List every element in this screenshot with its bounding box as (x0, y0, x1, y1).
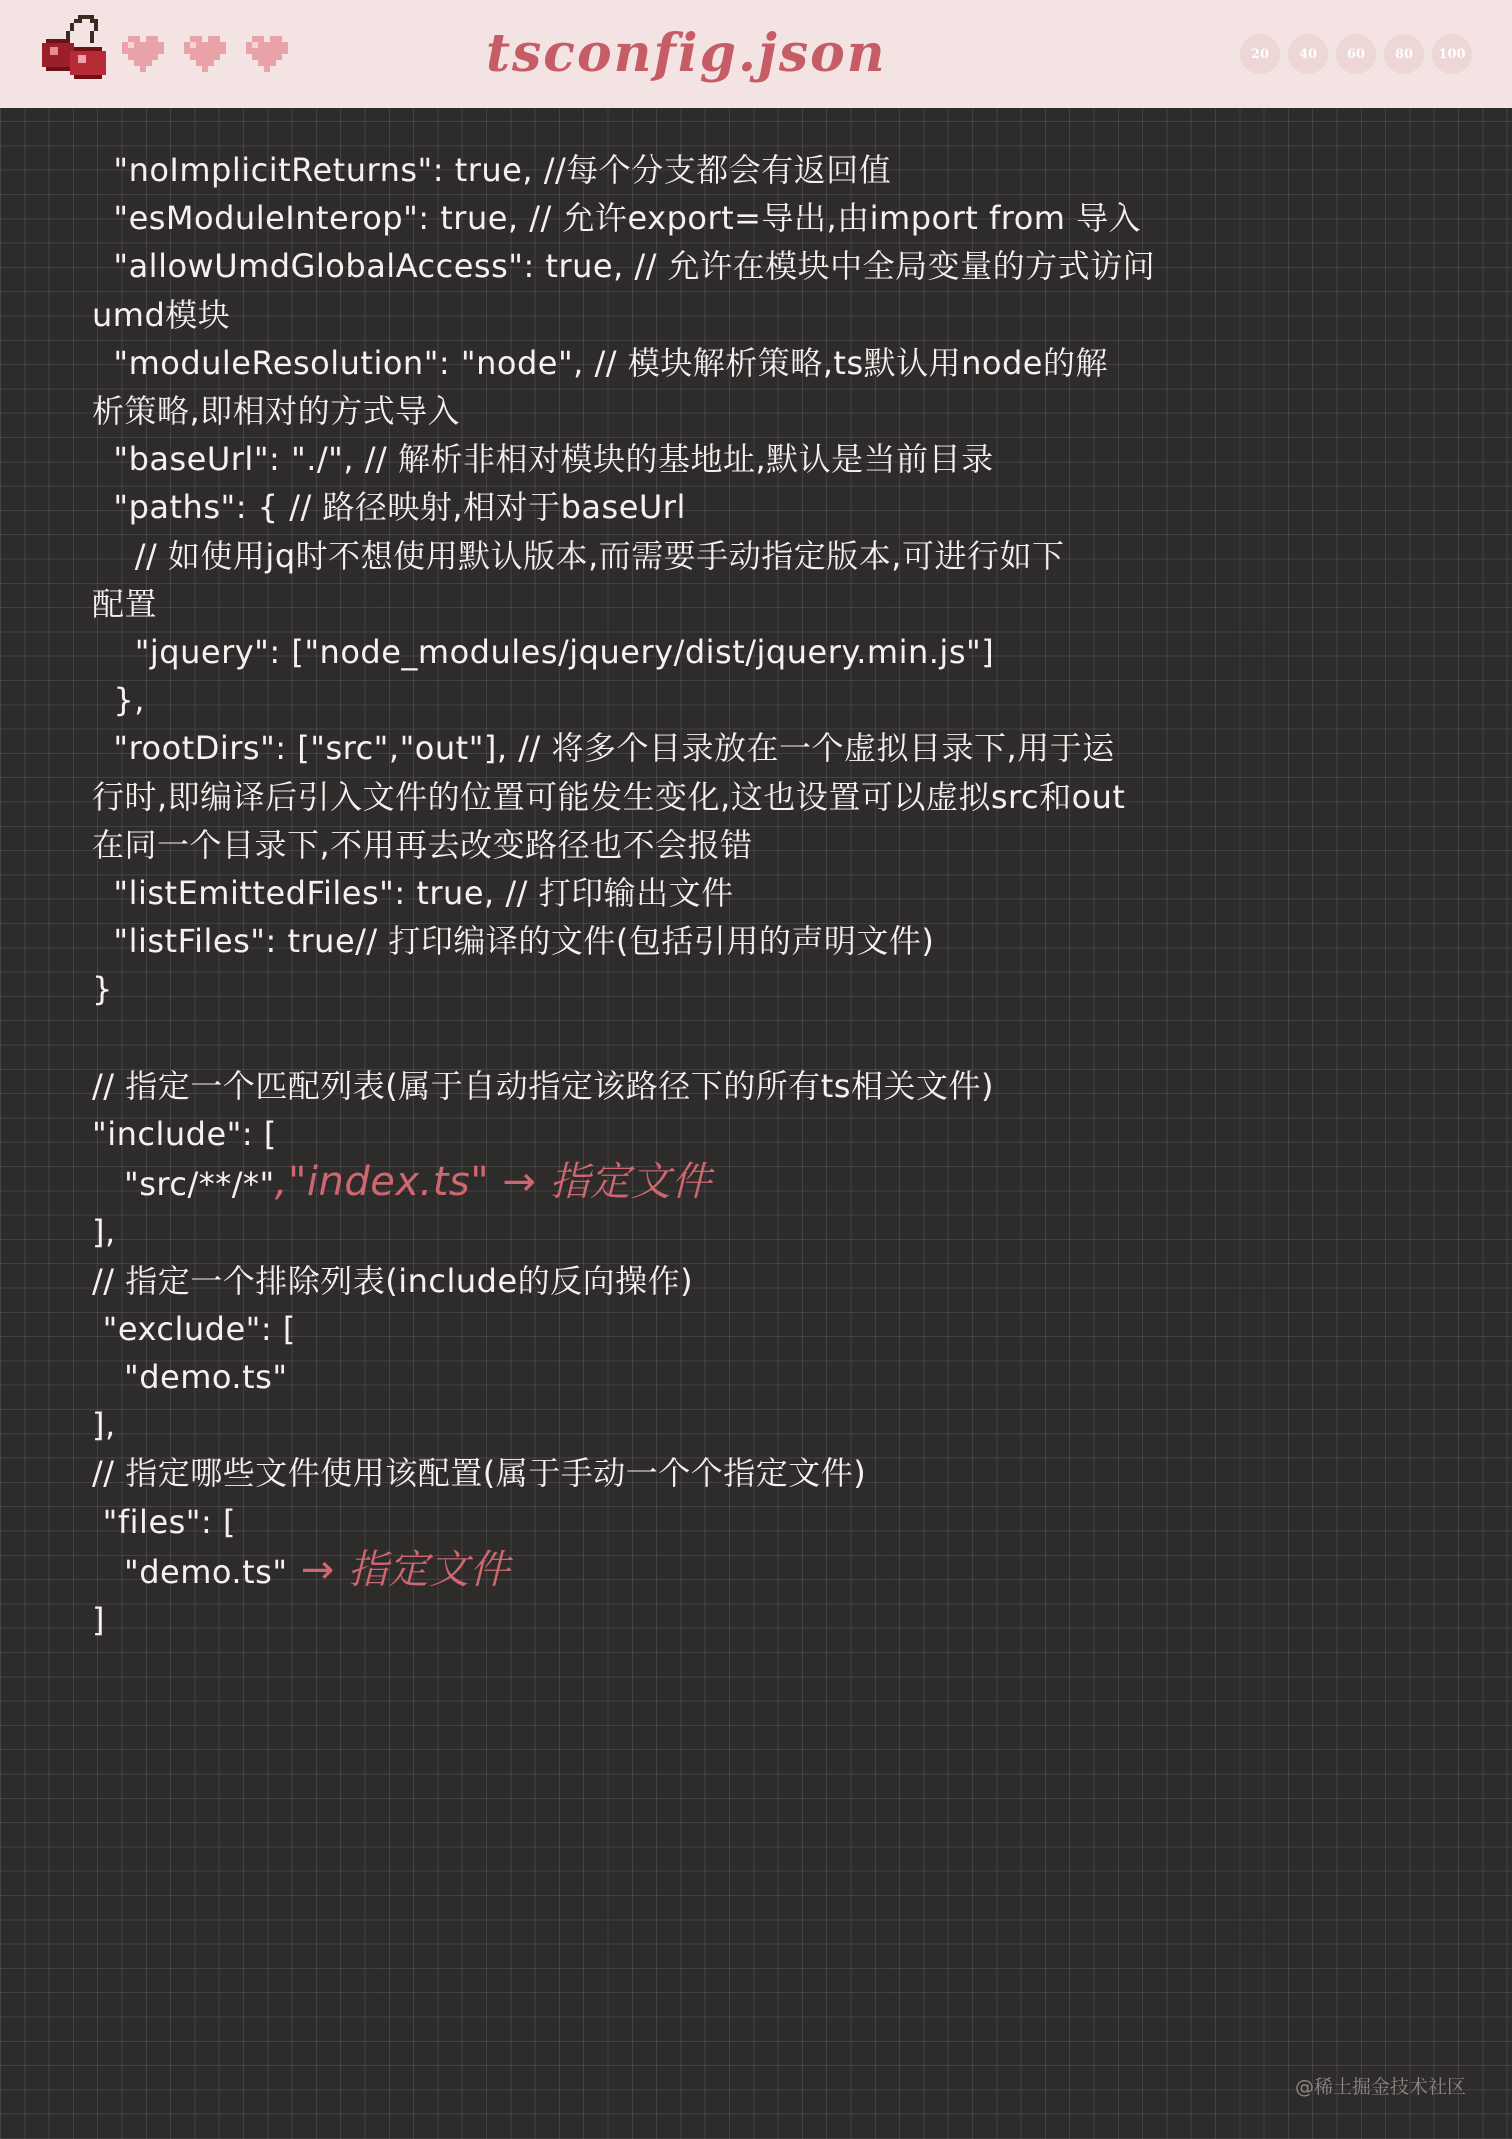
progress-step: 20 (1240, 34, 1280, 74)
code-line: "noImplicitReturns": true, //每个分支都会有返回值 (92, 151, 892, 189)
cherry-icon (42, 14, 106, 84)
code-line: "paths": { // 路径映射,相对于baseUrl (92, 488, 686, 527)
code-line: "listFiles": true// 打印编译的文件(包括引用的声明文件) (92, 922, 935, 961)
code-comment-line: // 指定哪些文件使用该配置(属于手动一个个指定文件) (92, 1454, 867, 1493)
code-notes (92, 146, 1272, 1644)
code-line: 析策略,即相对的方式导入 (92, 392, 461, 431)
code-line: ], (92, 1406, 116, 1445)
progress-step: 60 (1336, 34, 1376, 74)
code-line: } (92, 970, 113, 1009)
page-title: tsconfig.json (486, 23, 887, 84)
code-line-annotated (92, 1546, 1272, 1596)
hearts-row (122, 36, 288, 72)
code-line: "allowUmdGlobalAccess": true, // 允许在模块中全局变量的方式访问 (92, 247, 1156, 286)
code-line: }, (92, 681, 145, 720)
code-line: 配置 (92, 584, 158, 623)
handwritten-annotation: → 指定文件 (287, 1546, 510, 1593)
heart-icon (246, 36, 288, 72)
code-line: "baseUrl": "./", // 解析非相对模块的基地址,默认是当前目录 (92, 440, 994, 479)
code-comment-line: // 指定一个匹配列表(属于自动指定该路径下的所有ts相关文件) (92, 1066, 994, 1105)
code-line: 行时,即编译后引入文件的位置可能发生变化,这也设置可以虚拟src和out (92, 777, 1126, 816)
code-line: "esModuleInterop": true, // 允许export=导出,由import from 导入 (92, 199, 1142, 238)
code-line: "moduleResolution": "node", // 模块解析策略,ts默认用node的解 (92, 343, 1108, 382)
code-comment-line: // 指定一个排除列表(include的反向操作) (92, 1261, 694, 1300)
code-line: "include": [ (92, 1115, 277, 1154)
code-line: "files": [ (92, 1502, 236, 1541)
code-text: "demo.ts" (92, 1552, 288, 1591)
code-text: "src/**/*" (92, 1165, 275, 1204)
code-line: ], (92, 1213, 116, 1252)
progress-indicator (1240, 34, 1472, 74)
progress-step: 100 (1432, 34, 1472, 74)
code-line: umd模块 (92, 295, 231, 334)
code-line: "exclude": [ (92, 1309, 296, 1348)
code-line: 在同一个目录下,不用再去改变路径也不会报错 (92, 825, 753, 864)
code-line: "rootDirs": ["src","out"], // 将多个目录放在一个虚拟目录下,用于运 (92, 729, 1115, 768)
code-line: ] (92, 1601, 105, 1640)
page-header (0, 0, 1512, 108)
watermark: @稀土掘金技术社区 (1294, 2076, 1466, 2098)
progress-step: 80 (1384, 34, 1424, 74)
handwritten-annotation: ,"index.ts" → 指定文件 (274, 1159, 712, 1206)
heart-icon (122, 36, 164, 72)
blank-line (92, 1014, 1272, 1062)
heart-icon (184, 36, 226, 72)
code-line: "jquery": ["node_modules/jquery/dist/jquery.min.js"] (92, 633, 995, 672)
code-line: // 如使用jq时不想使用默认版本,而需要手动指定版本,可进行如下 (92, 536, 1065, 575)
code-line: "demo.ts" (92, 1358, 288, 1397)
code-line-annotated (92, 1158, 1272, 1208)
progress-step: 40 (1288, 34, 1328, 74)
code-line: "listEmittedFiles": true, // 打印输出文件 (92, 874, 734, 913)
